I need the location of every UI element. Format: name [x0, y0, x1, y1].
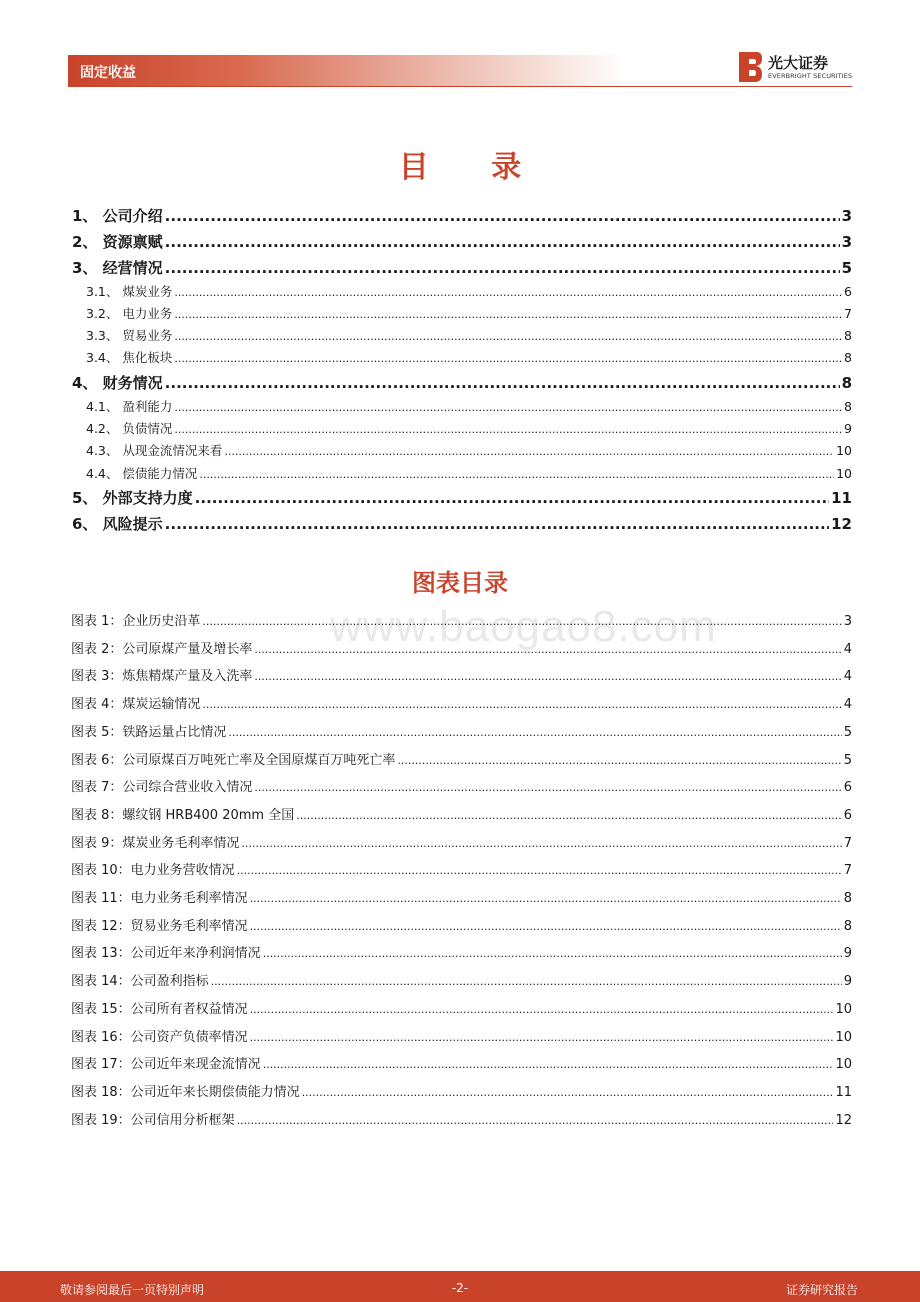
figure-entry-label: 图表 11：电力业务毛利率情况 [71, 891, 248, 906]
figure-leader-dots [250, 892, 842, 905]
figure-leader-dots [254, 781, 841, 794]
figure-entry-label: 图表 18：公司近年来长期偿债能力情况 [71, 1084, 300, 1100]
figure-entry-page: 8 [843, 891, 852, 906]
figure-leader-dots [237, 864, 842, 877]
toc-section-entry[interactable] [68, 205, 852, 227]
toc-leader-dots [165, 515, 829, 533]
figure-entry-label: 图表 7：公司综合营业收入情况 [71, 780, 253, 796]
figure-leader-dots [254, 643, 841, 656]
figure-entry-page: 6 [843, 807, 852, 823]
toc-entry-page: 9 [844, 421, 852, 436]
toc-leader-dots [165, 259, 840, 277]
figure-leader-dots [250, 1003, 834, 1016]
toc-entry-label: 4、 财务情况 [72, 374, 163, 392]
toc-entry-label: 5、 外部支持力度 [72, 489, 193, 507]
toc-subsection-entry[interactable] [68, 419, 852, 439]
toc-entry-label: 4.4、 偿债能力情况 [86, 466, 198, 481]
everbright-logo-icon [737, 50, 763, 84]
footer-report-type: 证券研究报告 [785, 1283, 858, 1297]
figure-entry[interactable] [68, 887, 852, 909]
toc-entry-page: 10 [836, 466, 852, 481]
footer-bar [0, 1271, 920, 1302]
toc-leader-dots [199, 468, 834, 481]
toc-entry-page: 3 [841, 233, 852, 251]
toc-entry-page: 12 [831, 515, 852, 533]
toc-section-entry[interactable] [68, 487, 852, 509]
figure-entry[interactable] [68, 610, 852, 632]
toc-leader-dots [174, 352, 842, 365]
figure-leader-dots [254, 670, 841, 683]
toc-entry-label: 4.3、 从现金流情况来看 [86, 443, 223, 458]
toc-subsection-entry[interactable] [68, 397, 852, 417]
toc-entry-page: 8 [841, 374, 852, 392]
figure-entry[interactable] [68, 832, 852, 854]
figure-leader-dots [250, 1031, 834, 1044]
toc-leader-dots [174, 286, 842, 299]
figure-entry-page: 10 [835, 1057, 852, 1073]
header-rule [68, 86, 852, 87]
figure-entry-page: 4 [843, 641, 852, 657]
toc-entry-page: 5 [841, 259, 852, 277]
toc-leader-dots [174, 401, 842, 414]
toc-section-entry[interactable] [68, 513, 852, 535]
figure-leader-dots [202, 615, 841, 628]
figure-entry[interactable] [68, 638, 852, 660]
figure-entry-page: 10 [835, 1029, 852, 1045]
toc-leader-dots [165, 207, 840, 225]
toc-section-entry[interactable] [68, 231, 852, 253]
figure-entry-page: 9 [843, 946, 852, 962]
toc-subsection-entry[interactable] [68, 304, 852, 324]
figure-leader-dots [237, 1114, 834, 1127]
figure-leader-dots [263, 1058, 834, 1071]
figure-leader-dots [263, 947, 842, 960]
figure-entry-label: 图表 2：公司原煤产量及增长率 [71, 641, 253, 657]
figure-entry-label: 图表 10：电力业务营收情况 [71, 863, 235, 879]
figure-entry-label: 图表 8：螺纹钢 HRB400 20mm 全国 [71, 807, 295, 823]
figure-entry-label: 图表 13：公司近年来净利润情况 [71, 946, 261, 962]
figure-leader-dots [211, 975, 842, 988]
figure-entry[interactable] [68, 804, 852, 826]
figure-entry[interactable] [68, 942, 852, 964]
toc-leader-dots [174, 423, 842, 436]
toc-entry-label: 2、 资源禀赋 [72, 233, 163, 251]
figure-entry-page: 10 [835, 1001, 852, 1017]
toc-entry-label: 3、 经营情况 [72, 259, 163, 277]
figure-leader-dots [202, 698, 841, 711]
figure-leader-dots [241, 837, 841, 850]
toc-entry-label: 3.4、 焦化板块 [86, 350, 173, 365]
toc-leader-dots [165, 233, 840, 251]
toc-entry-label: 4.2、 负债情况 [86, 421, 173, 436]
brand-logo [737, 50, 857, 84]
figure-leader-dots [296, 809, 842, 822]
figure-entry-page: 7 [843, 835, 852, 851]
toc-leader-dots [224, 445, 834, 458]
figure-entry-label: 图表 1：企业历史沿革 [71, 614, 201, 629]
figure-entry-page: 6 [843, 780, 852, 796]
figure-entry[interactable] [68, 970, 852, 992]
figure-entry-page: 12 [835, 1112, 852, 1128]
toc-leader-dots [195, 489, 829, 507]
brand-name-cn: 光大证券 [768, 54, 829, 72]
figure-entry-label: 图表 19：公司信用分析框架 [71, 1112, 235, 1128]
toc-section-entry[interactable] [68, 372, 852, 394]
figures-title: 图表目录 [412, 569, 508, 597]
toc-leader-dots [174, 330, 842, 343]
figure-leader-dots [228, 726, 841, 739]
toc-section-entry[interactable] [68, 257, 852, 279]
toc-entry-page: 8 [844, 328, 852, 343]
watermark: www.baogao8.com [330, 602, 717, 651]
toc-entry-label: 3.2、 电力业务 [86, 306, 173, 321]
figure-leader-dots [302, 1086, 834, 1099]
figure-entry-page: 11 [835, 1084, 852, 1100]
figure-entry-label: 图表 5：铁路运量占比情况 [71, 724, 227, 740]
figure-entry[interactable] [68, 1053, 852, 1075]
figure-entry-page: 8 [843, 918, 852, 934]
figure-entry-page: 4 [843, 669, 852, 685]
toc-entry-label: 4.1、 盈利能力 [86, 399, 173, 414]
figure-entry-label: 图表 12：贸易业务毛利率情况 [71, 918, 248, 934]
figure-entry[interactable] [68, 998, 852, 1020]
toc-leader-dots [174, 308, 842, 321]
toc-entry-label: 3.1、 煤炭业务 [86, 284, 173, 299]
figure-entry[interactable] [68, 693, 852, 715]
footer-page-number: -2- [451, 1281, 469, 1295]
toc-entry-page: 3 [841, 207, 852, 225]
brand-name-en: EVERBRIGHT SECURITIES [768, 72, 853, 80]
toc-leader-dots [165, 374, 840, 392]
figure-entry-label: 图表 4：煤炭运输情况 [71, 697, 201, 713]
toc-entry-label: 3.3、 贸易业务 [86, 328, 173, 343]
figure-entry[interactable] [68, 721, 852, 743]
figure-leader-dots [397, 754, 841, 767]
toc-subsection-entry[interactable] [68, 348, 852, 368]
figure-entry-label: 图表 3：炼焦精煤产量及入洗率 [71, 669, 253, 685]
figure-entry[interactable] [68, 1081, 852, 1103]
header-band [68, 55, 628, 87]
figure-entry-label: 图表 15：公司所有者权益情况 [71, 1001, 248, 1017]
figure-entry-page: 3 [843, 614, 852, 629]
figure-entry-label: 图表 16：公司资产负债率情况 [71, 1029, 248, 1045]
footer-disclaimer: 敬请参阅最后一页特别声明 [60, 1283, 205, 1297]
figure-entry[interactable] [68, 859, 852, 881]
toc-entry-page: 11 [831, 489, 852, 507]
toc-subsection-entry[interactable] [68, 282, 852, 302]
section-label: 固定收益 [80, 65, 136, 81]
toc-title: 目 录 [398, 150, 548, 185]
figure-entry[interactable] [68, 915, 852, 937]
figure-entry-page: 5 [843, 752, 852, 768]
figure-entry-label: 图表 14：公司盈利指标 [71, 974, 209, 990]
toc-entry-page: 8 [844, 399, 852, 414]
figure-entry-page: 4 [843, 697, 852, 713]
figure-entry-page: 5 [843, 724, 852, 740]
toc-subsection-entry[interactable] [68, 326, 852, 346]
figure-entry[interactable] [68, 776, 852, 798]
figure-entry-label: 图表 6：公司原煤百万吨死亡率及全国原煤百万吨死亡率 [71, 752, 396, 768]
figure-entry-label: 图表 9：煤炭业务毛利率情况 [71, 835, 240, 851]
toc-entry-page: 6 [844, 284, 852, 299]
figure-entry-label: 图表 17：公司近年来现金流情况 [71, 1057, 261, 1073]
figure-leader-dots [250, 920, 842, 933]
figure-entry-page: 7 [843, 863, 852, 879]
figure-entry[interactable] [68, 749, 852, 771]
toc-entry-page: 10 [836, 443, 852, 458]
toc-entry-label: 6、 风险提示 [72, 515, 163, 533]
toc-entry-page: 8 [844, 350, 852, 365]
toc-subsection-entry[interactable] [68, 464, 852, 484]
toc-subsection-entry[interactable] [68, 441, 852, 461]
figure-entry[interactable] [68, 665, 852, 687]
toc-entry-page: 7 [844, 306, 852, 321]
figure-entry[interactable] [68, 1026, 852, 1048]
figure-entry[interactable] [68, 1109, 852, 1131]
toc-entry-label: 1、 公司介绍 [72, 207, 163, 225]
figure-entry-page: 9 [843, 974, 852, 990]
